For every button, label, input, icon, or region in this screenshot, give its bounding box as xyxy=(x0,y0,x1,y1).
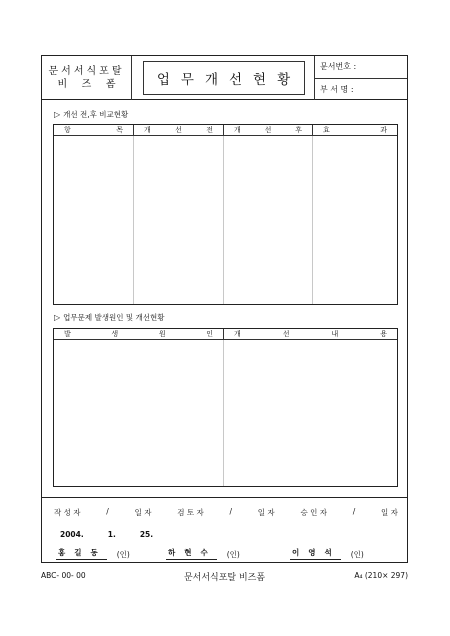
column-header-effect xyxy=(313,125,397,136)
label-reviewer: 검 토 자 xyxy=(177,508,204,517)
triangle-right-icon: ▷ xyxy=(54,313,61,322)
column-header-char: 효 xyxy=(323,126,330,134)
causes-table-header xyxy=(54,329,397,340)
column-header-char: 전 xyxy=(206,126,213,134)
separator: / xyxy=(106,507,109,516)
form-header xyxy=(42,56,407,100)
table-column[interactable] xyxy=(224,340,397,486)
column-header-char: 개 xyxy=(234,126,241,134)
column-header-char: 인 xyxy=(206,330,213,338)
date-year: 2004. xyxy=(60,530,84,539)
column-header-char: 목 xyxy=(116,126,123,134)
separator: / xyxy=(352,507,356,516)
column-header-before xyxy=(134,125,224,136)
form-code: ABC- 00- 00 xyxy=(41,571,86,580)
table-column[interactable] xyxy=(313,136,397,304)
column-header-char: 과 xyxy=(380,126,387,134)
signature-block xyxy=(42,497,407,562)
column-header-char: 선 xyxy=(175,126,182,134)
section-label-comparison xyxy=(54,109,128,120)
date-month: 1. xyxy=(107,530,116,539)
doc-number-field[interactable]: 문서번호 : xyxy=(320,62,357,71)
column-header-char: 발 xyxy=(64,330,71,338)
signature-names xyxy=(56,547,396,559)
column-header-char: 원 xyxy=(158,330,166,338)
column-header-char: 내 xyxy=(331,330,339,338)
triangle-right-icon: ▷ xyxy=(54,110,61,119)
column-header-char: 선 xyxy=(282,330,290,338)
causes-table-body[interactable] xyxy=(54,340,397,486)
label-date: 일 자 xyxy=(134,508,152,517)
section-label-text: 개선 전,후 비교현황 xyxy=(63,110,129,119)
section-label-text: 업무문제 발생원인 및 개선현황 xyxy=(63,313,165,322)
table-column[interactable] xyxy=(224,136,313,304)
brand-name: 문서서식포탈 xyxy=(48,65,125,77)
label-date: 일 자 xyxy=(257,508,275,517)
label-approver: 승 인 자 xyxy=(300,508,327,517)
approver-signature[interactable] xyxy=(290,547,364,560)
brand-subname-char: 비 xyxy=(57,78,68,90)
author-signature[interactable] xyxy=(56,547,130,560)
column-header-after xyxy=(224,125,313,136)
brand-subname xyxy=(58,79,116,91)
page-footer xyxy=(41,570,408,582)
paper-size: A₄ (210× 297) xyxy=(354,571,408,580)
form-frame xyxy=(41,55,408,563)
meta-box xyxy=(314,56,407,100)
separator: / xyxy=(229,507,233,516)
comparison-table-body[interactable] xyxy=(54,136,397,304)
causes-table xyxy=(53,328,398,487)
column-header-char: 항 xyxy=(64,126,71,134)
column-header-item xyxy=(54,125,134,136)
seal-mark: (인) xyxy=(226,550,240,559)
footer-brand: 문서서식포탈 비즈폼 xyxy=(183,573,266,583)
dept-name-field[interactable]: 부 서 명 : xyxy=(315,78,407,100)
comparison-table-header xyxy=(54,125,397,136)
column-header-improvement xyxy=(224,329,397,340)
column-header-char: 선 xyxy=(264,126,272,134)
seal-mark: (인) xyxy=(350,550,364,559)
document-title-box xyxy=(143,61,305,95)
reviewer-name: 하현수 xyxy=(166,547,217,560)
brand-box xyxy=(42,56,132,100)
seal-mark: (인) xyxy=(116,550,130,559)
approver-name: 이영석 xyxy=(290,547,341,560)
column-header-char: 용 xyxy=(380,330,387,338)
label-author: 작 성 자 xyxy=(54,508,81,517)
column-header-char: 개 xyxy=(144,126,151,134)
brand-subname-char: 폼 xyxy=(105,78,116,90)
signature-header xyxy=(54,507,398,518)
author-date[interactable] xyxy=(60,530,177,539)
date-day: 25. xyxy=(139,530,154,539)
column-header-char: 후 xyxy=(295,126,302,134)
column-header-char: 개 xyxy=(234,330,241,338)
table-column[interactable] xyxy=(134,136,224,304)
column-header-char: 생 xyxy=(111,330,119,338)
label-date: 일 자 xyxy=(381,508,398,517)
column-header-cause xyxy=(54,329,224,340)
document-title: 업무개선현황 xyxy=(156,72,302,88)
brand-subname-char: 즈 xyxy=(81,78,92,90)
table-column[interactable] xyxy=(54,340,224,486)
section-label-causes xyxy=(54,312,165,323)
reviewer-signature[interactable] xyxy=(166,547,240,560)
comparison-table xyxy=(53,124,398,305)
table-column[interactable] xyxy=(54,136,134,304)
author-name: 홍길동 xyxy=(56,547,107,560)
